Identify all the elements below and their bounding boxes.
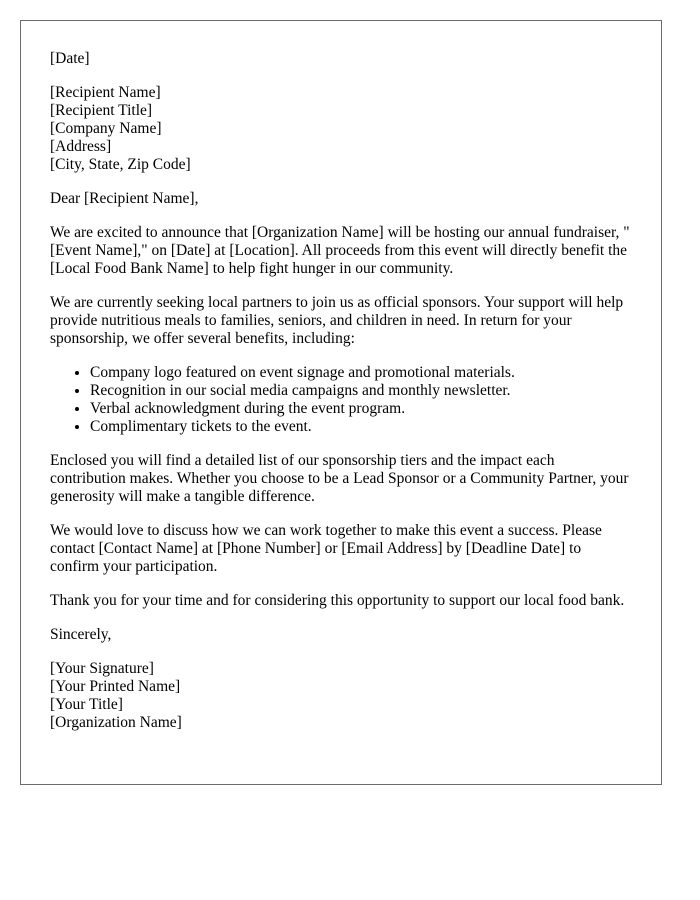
- recipient-title: [Recipient Title]: [50, 102, 153, 119]
- paragraph-seeking-sponsors: We are currently seeking local partners to join us as official sponsors. Your support will help provide nutritious meals to families, seniors, and children in need. In return for your sponsorship, we offer several benefits, including:: [50, 294, 624, 347]
- signature-printed-name: [Your Printed Name]: [50, 678, 181, 695]
- paragraph-enclosed: Enclosed you will find a detailed list of our sponsorship tiers and the impact each contribution makes. Whether you choose to be a Lead Sponsor or a Community Partner, your generosity will make a tangible difference.: [50, 452, 629, 505]
- recipient-address: [Address]: [50, 138, 112, 155]
- letter-document: [20, 20, 662, 785]
- signature-organization: [Organization Name]: [50, 714, 182, 731]
- closing: Sincerely,: [50, 626, 112, 643]
- paragraph-intro: We are excited to announce that [Organization Name] will be hosting our annual fundraiser, "[Event Name]," on [Date] at [Location]. All proceeds from this event will directly benefit the [Local Food Bank Name] to help fight hunger in our community.: [50, 224, 630, 277]
- signature-title: [Your Title]: [50, 696, 123, 713]
- benefit-item: • Company logo featured on event signage and promotional materials.: [90, 364, 632, 382]
- recipient-city-state-zip: [City, State, Zip Code]: [50, 156, 191, 173]
- signature-placeholder: [Your Signature]: [50, 660, 154, 677]
- paragraph-discuss: We would love to discuss how we can work together to make this event a success. Please contact [Contact Name] at [Phone Number] or [Email Address] by [Deadline Date] to confirm your participation.: [50, 522, 602, 575]
- recipient-company: [Company Name]: [50, 120, 162, 137]
- salutation: Dear [Recipient Name],: [50, 190, 199, 207]
- signature-block: [50, 660, 632, 732]
- benefits-list: [50, 364, 632, 436]
- letter-date: [Date]: [50, 50, 90, 67]
- benefit-item: • Recognition in our social media campaigns and monthly newsletter.: [90, 382, 632, 400]
- recipient-address-block: [50, 84, 632, 174]
- date-line: [50, 50, 632, 68]
- recipient-name: [Recipient Name]: [50, 84, 161, 101]
- benefit-item: • Complimentary tickets to the event.: [90, 418, 632, 436]
- benefit-item: • Verbal acknowledgment during the event program.: [90, 400, 632, 418]
- paragraph-thanks: Thank you for your time and for considering this opportunity to support our local food bank.: [50, 592, 625, 609]
